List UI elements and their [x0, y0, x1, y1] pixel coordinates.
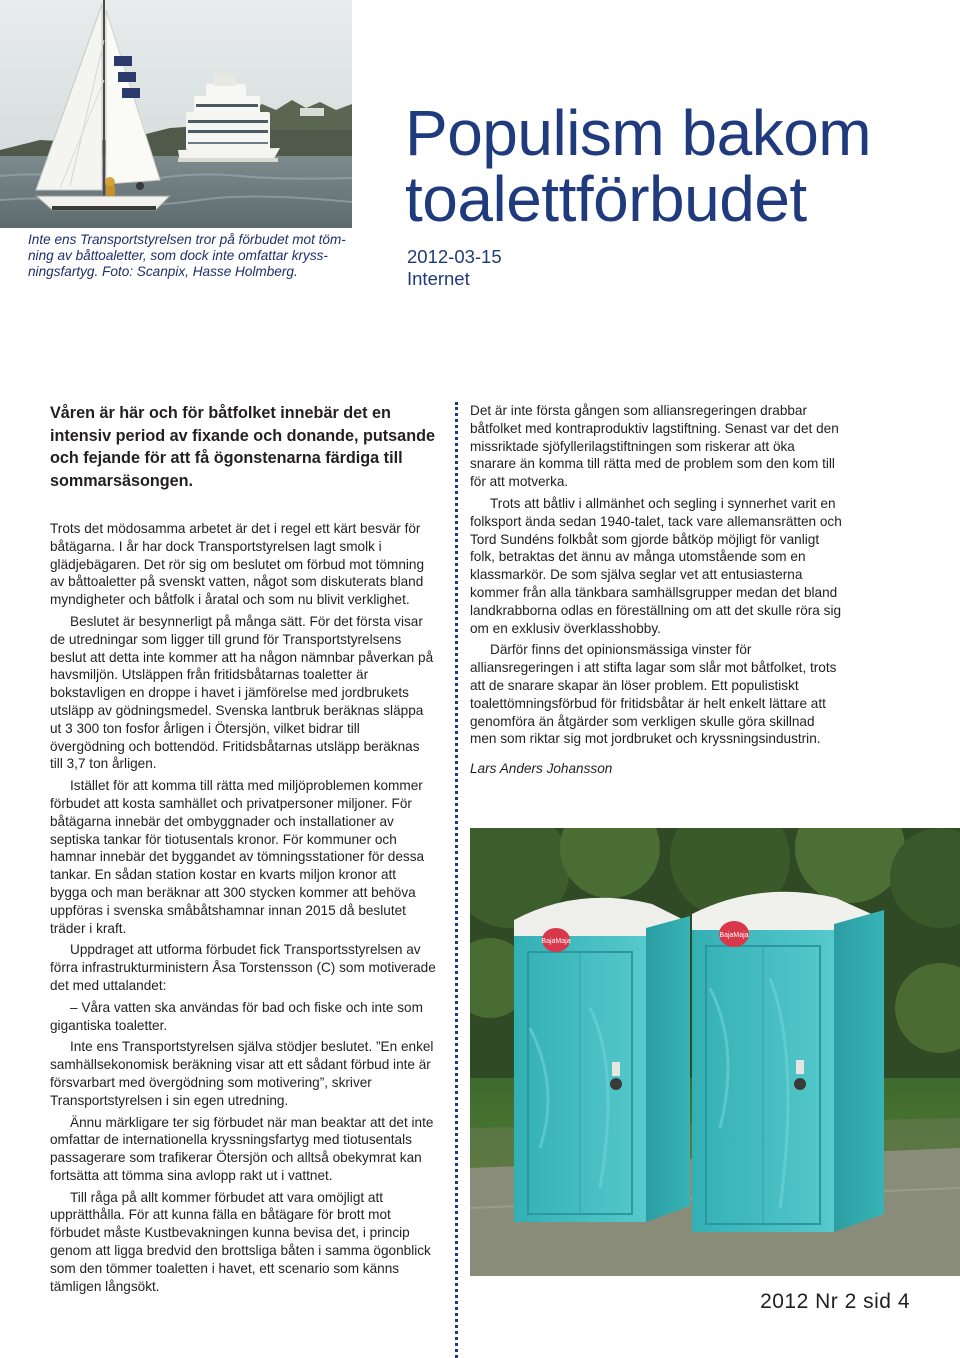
body-paragraph: Därför finns det opinionsmässiga vinster för alliansregeringen i att stifta lagar som slår mot båtfolket, trots att de snarare skapar än löser problem. Ett populistiskt toalettömningsförbud för fritidsbåtar är helt enkelt lättare att genomföra än åtgärder som verkligen skulle göra skillnad men som riktar sig mot jordbruket och kryssningsindustrin.	[470, 642, 837, 747]
lead-paragraph: Våren är här och för båtfolket innebär det en intensiv period av fixande och donande, putsande och fejande för att få ögonstenarna färdiga till sommarsäsongen.	[50, 404, 435, 490]
body-paragraph: Inte ens Transportstyrelsen själva stödjer beslutet. ”En enkel samhällsekonomisk beräkning visar att ett sådant förbud inte är försvarbart med övergödning som motivering”, skriver Transportstyrelsen i sin egen utredning.	[50, 1039, 434, 1108]
author-signature: Lars Anders Johansson	[470, 761, 613, 777]
page-footer: 2012 Nr 2 sid 4	[760, 1290, 910, 1313]
article-date: 2012-03-15	[407, 246, 502, 267]
article-meta	[407, 246, 502, 290]
body-paragraph: Ännu märkligare ter sig förbudet när man beaktar att det inte omfattar de internationella kryssningsfartyg med tiotusentals passagerare som trafikerar Ötersjön och alltså obekymrat kan fortsätta att tömma sina avlopp rakt ut i vattnet.	[50, 1114, 434, 1183]
body-paragraph: Trots att båtliv i allmänhet och segling i synnerhet varit en folksport ända sedan 1940-talet, tack vare allemansrätten och Tord Sundéns folkbåt som gjorde båtköp möjligt för vanligt folk, betraktas det ännu av många utomstående som en klassmarkör. De som själva seglar vet att entusiasterna kommer från alla tänkbara samhällsgrupper medan det bland landkrabborna odlas en föreställning om att det skulle röra sig om en exklusiv överklasshobby.	[470, 495, 842, 636]
article-category: Internet	[407, 268, 470, 289]
portable-toilets-photo	[470, 828, 960, 1276]
body-paragraph: Det är inte första gången som alliansregeringen drabbar båtfolket med kontraproduktiv lagstiftning. Senast var det den missriktade sjöfyllerilagstiftningen som riskerar att öka snarare än komma till rätta med de problem som den kom till för att motverka.	[470, 403, 839, 490]
sailboat-ferry-photo	[0, 0, 352, 228]
body-paragraph: Beslutet är besynnerligt på många sätt. För det första visar de utredningar som ligger till grund för Transportstyrelsens beslut att detta inte kommer att ha någon nämnbar påverkan på havsmiljön. Utsläppen från fritidsbåtarnas toaletter är bokstavligen en droppe i havet i jämförelse med jordbrukets utsläpp av gödningsmedel. Svenska lantbruk beräknas släppa ut 3 300 ton fosfor årligen i Ötersjön, vilket bidrar till övergödning och bottendöd. Fritidsbåtarnas utsläpp beräknas till 3,7 ton årligen.	[50, 613, 434, 772]
right-column	[470, 402, 844, 778]
page-title: Populism bakom toalettförbudet	[405, 97, 872, 235]
brand-logo-left: BajaMaja	[541, 938, 571, 945]
body-paragraph: Istället för att komma till rätta med miljöproblemen kommer förbudet att kosta samhället och privatpersoner miljoner. För båtägarna innebär det ombyggnader och installationer av septiska tankar för tiotusentals kronor. För kommuner och hamnar innebär det byggandet av tömningsstationer för dessa tankar. En sådan station kostar en kvarts miljon kronor att bygga och man beräknar att 300 stycken kommer att behöva uppföras i svenska småbåtshamnar innan 2015 då beslutet träder i kraft.	[50, 778, 425, 936]
column-divider	[455, 402, 458, 1358]
left-column	[50, 402, 436, 1295]
body-paragraph: Trots det mödosamma arbetet är det i regel ett kärt besvär för båtägarna. I år har dock Transportstyrelsen lagt smolk i glädjebägaren. Det rör sig om beslutet om förbud mot tömning av båttoaletter på svenskt vatten, något som diskuterats bland myndigheter och båtfolk i åratal och som nu blivit verklighet.	[50, 521, 425, 608]
body-paragraph: Uppdraget att utforma förbudet fick Transportsstyrelsen av förra infrastrukturministern Åsa Torstensson (C) som motiverade det med uttalandet:	[50, 942, 436, 993]
body-paragraph: Till råga på allt kommer förbudet att vara omöjligt att upprätthålla. För att kunna fälla en båtägare för brott mot förbudet måste Kustbevakningen kunna bevisa det, i princip genom att ligga bredvid den brottsliga båten i samma ögonblick som den tömmer toaletten i havet, ett scenario som känns tämligen långsökt.	[50, 1189, 431, 1294]
quote-paragraph: – Våra vatten ska användas för bad och fiske och inte som gigantiska toaletter.	[50, 999, 423, 1033]
brand-logo-right: BajaMaja	[719, 932, 749, 939]
photo-caption: Inte ens Transportstyrelsen tror på förbudet mot töm- ning av båttoaletter, som dock inte omfattar kryss- ningsfartyg. Foto: Scanpix, Hasse Holmberg.	[28, 232, 346, 279]
